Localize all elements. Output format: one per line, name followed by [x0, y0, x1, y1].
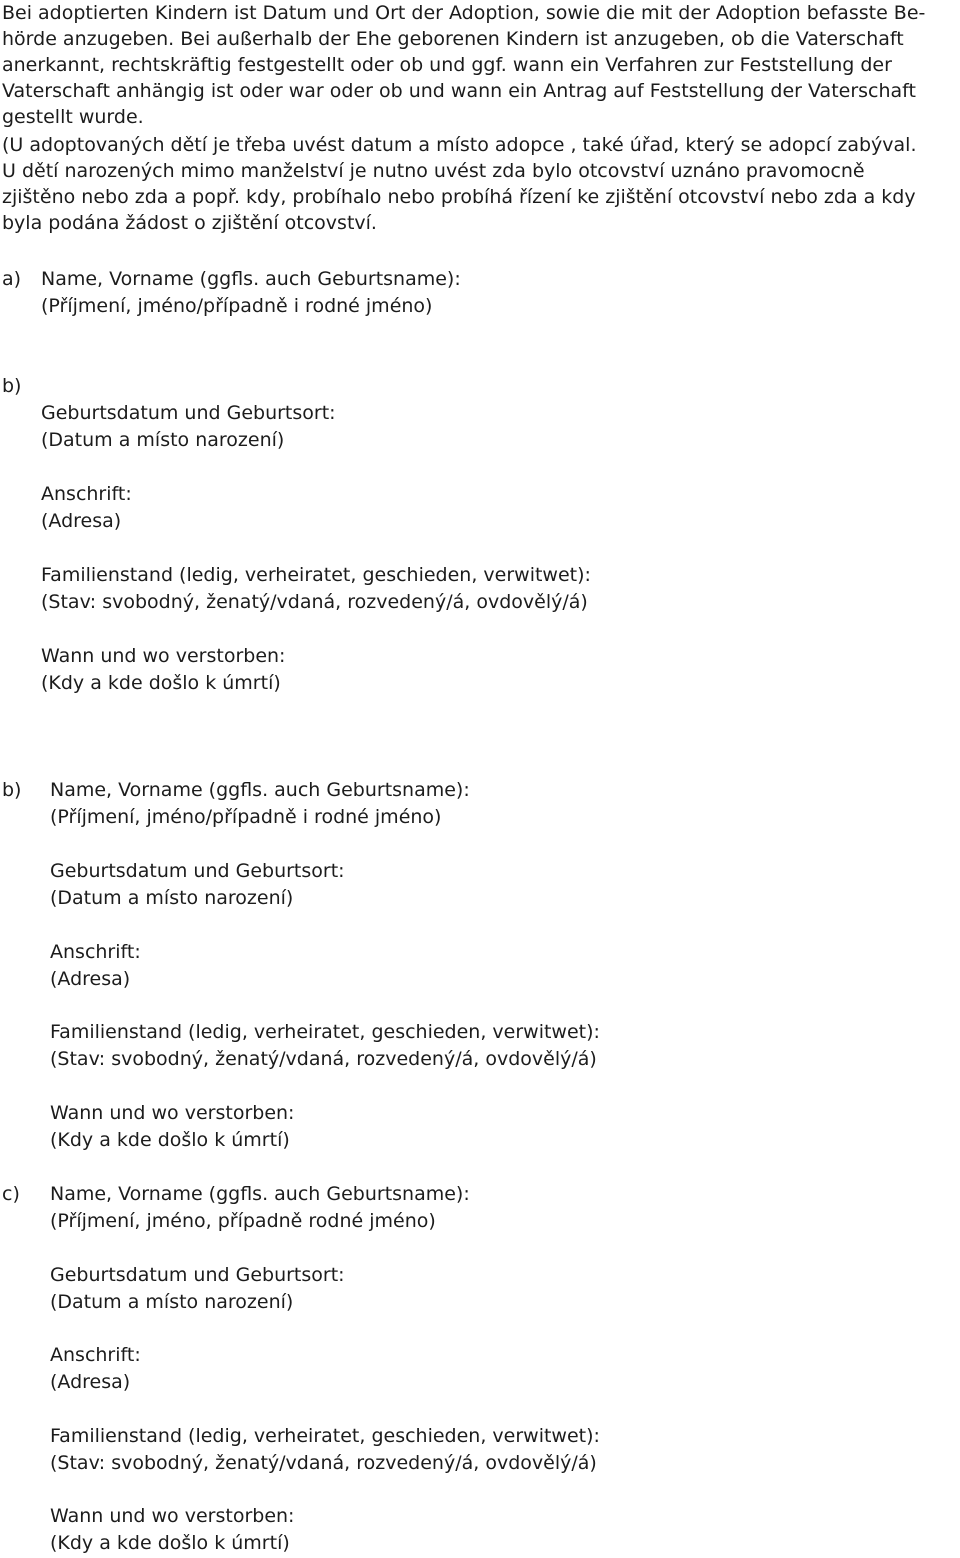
name-label-czech: (Příjmení, jméno/případně i rodné jméno) [50, 806, 442, 828]
address-label-czech: (Adresa) [50, 968, 131, 990]
intro-czech-line: byla podána žádost o zjištění otcovství. [2, 212, 377, 234]
name-label-czech: (Příjmení, jméno, případně rodné jméno) [50, 1210, 436, 1232]
name-label-german: Name, Vorname (ggfls. auch Geburtsname): [41, 268, 461, 290]
intro-czech-line: zjištěno nebo zda a popř. kdy, probíhalo nebo probíhá řízení ke zjištění otcovství nebo zda a kdy [2, 186, 916, 208]
birth-label-german: Geburtsdatum und Geburtsort: [50, 860, 345, 882]
marital-status-label-czech: (Stav: svobodný, ženatý/vdaná, rozvedený/á, ovdovělý/á) [41, 591, 588, 613]
birth-label-czech: (Datum a místo narození) [50, 887, 294, 909]
intro-german-line: hörde anzugeben. Bei außerhalb der Ehe geborenen Kindern ist anzugeben, ob die Vaterschaft [2, 28, 904, 50]
address-label-german: Anschrift: [50, 941, 141, 963]
address-label-german: Anschrift: [41, 483, 132, 505]
intro-german-line: Vaterschaft anhängig ist oder war oder ob und wann ein Antrag auf Feststellung der Vaterschaft [2, 80, 916, 102]
intro-czech-line: U dětí narozených mimo manželství je nutno uvést zda bylo otcovství uznáno pravomocně [2, 160, 865, 182]
death-label-czech: (Kdy a kde došlo k úmrtí) [50, 1129, 290, 1151]
section-marker: c) [2, 1183, 20, 1205]
address-label-german: Anschrift: [50, 1344, 141, 1366]
death-label-czech: (Kdy a kde došlo k úmrtí) [50, 1532, 290, 1554]
birth-label-german: Geburtsdatum und Geburtsort: [50, 1264, 345, 1286]
section-marker: b) [2, 375, 22, 397]
marital-status-label-german: Familienstand (ledig, verheiratet, geschieden, verwitwet): [50, 1425, 600, 1447]
intro-german-line: gestellt wurde. [2, 106, 144, 128]
intro-czech-line: (U adoptovaných dětí je třeba uvést datum a místo adopce , také úřad, který se adopcí zabýval. [2, 134, 917, 156]
section-marker: b) [2, 779, 22, 801]
marital-status-label-czech: (Stav: svobodný, ženatý/vdaná, rozvedený/á, ovdovělý/á) [50, 1452, 597, 1474]
birth-label-czech: (Datum a místo narození) [50, 1291, 294, 1313]
name-label-czech: (Příjmení, jméno/případně i rodné jméno) [41, 295, 433, 317]
death-label-czech: (Kdy a kde došlo k úmrtí) [41, 672, 281, 694]
name-label-german: Name, Vorname (ggfls. auch Geburtsname): [50, 1183, 470, 1205]
marital-status-label-czech: (Stav: svobodný, ženatý/vdaná, rozvedený/á, ovdovělý/á) [50, 1048, 597, 1070]
address-label-czech: (Adresa) [50, 1371, 131, 1393]
address-label-czech: (Adresa) [41, 510, 122, 532]
death-label-german: Wann und wo verstorben: [50, 1102, 295, 1124]
intro-german-line: anerkannt, rechtskräftig festgestellt oder ob und ggf. wann ein Verfahren zur Feststellung der [2, 54, 892, 76]
death-label-german: Wann und wo verstorben: [41, 645, 286, 667]
section-marker: a) [2, 268, 22, 290]
marital-status-label-german: Familienstand (ledig, verheiratet, geschieden, verwitwet): [50, 1021, 600, 1043]
birth-label-german: Geburtsdatum und Geburtsort: [41, 402, 336, 424]
birth-label-czech: (Datum a místo narození) [41, 429, 285, 451]
intro-german-line: Bei adoptierten Kindern ist Datum und Ort der Adoption, sowie die mit der Adoption befasste Be- [2, 2, 926, 24]
marital-status-label-german: Familienstand (ledig, verheiratet, geschieden, verwitwet): [41, 564, 591, 586]
death-label-german: Wann und wo verstorben: [50, 1505, 295, 1527]
name-label-german: Name, Vorname (ggfls. auch Geburtsname): [50, 779, 470, 801]
